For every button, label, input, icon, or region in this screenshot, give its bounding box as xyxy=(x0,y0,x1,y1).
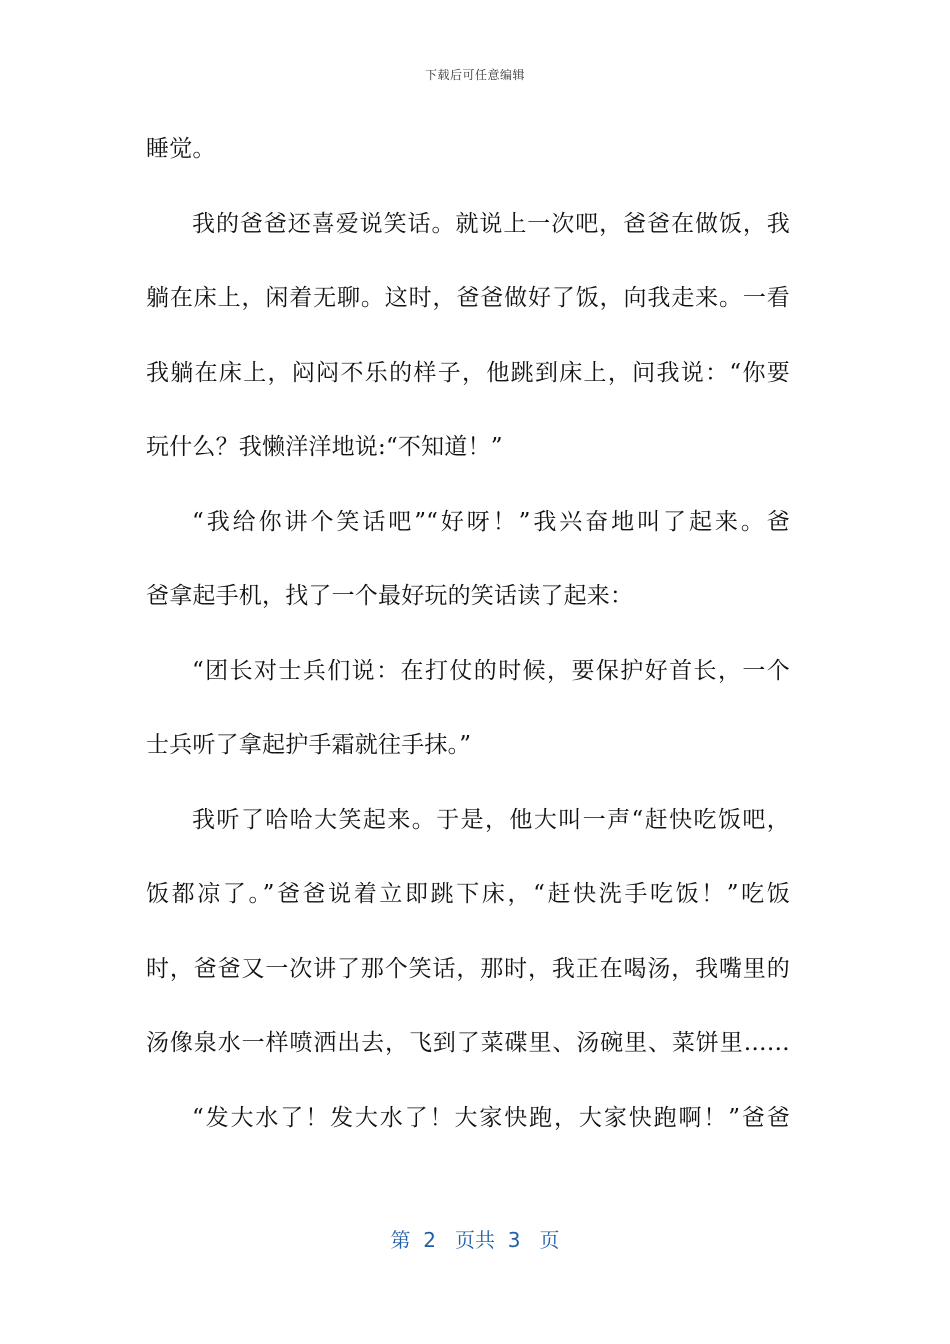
text-line: 我听了哈哈大笑起来。于是，他大叫一声“赶快吃饭吧， xyxy=(192,806,790,833)
text-line: 汤像泉水一样喷洒出去，飞到了菜碟里、汤碗里、菜饼里…… xyxy=(146,1030,790,1056)
text-line: 爸拿起手机，找了一个最好玩的笑话读了起来： xyxy=(146,583,634,609)
text-line: “团长对士兵们说：在打仗的时候，要保护好首长，一个 xyxy=(192,657,790,684)
page-number-footer: 第 2 页共 3 页 xyxy=(390,1228,560,1252)
page-header: 下载后可任意编辑 xyxy=(424,68,525,82)
text-line: 我躺在床上，闷闷不乐的样子，他跳到床上，问我说：“你要 xyxy=(146,359,790,386)
text-line: 玩什么？我懒洋洋地说:“不知道！” xyxy=(146,434,503,460)
text-line: “发大水了！发大水了！大家快跑，大家快跑啊！”爸爸 xyxy=(192,1104,790,1131)
text-line: 我的爸爸还喜爱说笑话。就说上一次吧，爸爸在做饭，我 xyxy=(192,210,790,237)
text-line: 睡觉。 xyxy=(146,136,216,162)
text-line: 饭都凉了。”爸爸说着立即跳下床，“赶快洗手吃饭！”吃饭 xyxy=(146,881,790,907)
text-line: 士兵听了拿起护手霜就往手抹。” xyxy=(146,732,472,758)
text-line: 躺在床上，闲着无聊。这时，爸爸做好了饭，向我走来。一看 xyxy=(146,285,790,311)
document-body xyxy=(146,112,790,1155)
text-line: 时，爸爸又一次讲了那个笑话，那时，我正在喝汤，我嘴里的 xyxy=(146,955,790,982)
text-line: “我给你讲个笑话吧”“好呀！”我兴奋地叫了起来。爸 xyxy=(192,508,790,535)
